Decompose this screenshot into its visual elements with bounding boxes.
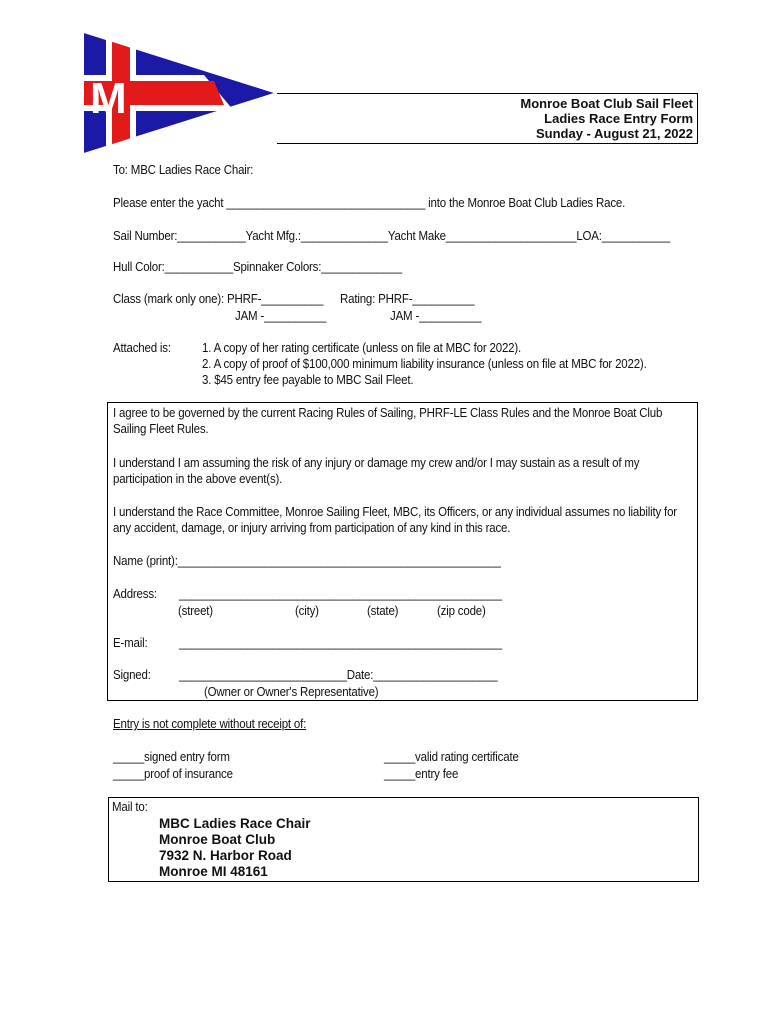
agreement-text: any accident, damage, or injury arriving from participation of any kind in this race. (113, 521, 511, 535)
mbc-burgee-logo (84, 33, 274, 153)
agreement-box (107, 402, 698, 701)
requirement-item[interactable]: _____valid rating certificate (384, 750, 519, 764)
mail-to-label: Mail to: (112, 800, 148, 814)
address-city-caption: (city) (295, 604, 319, 618)
attached-item: 3. $45 entry fee payable to MBC Sail Fleet. (202, 373, 414, 387)
mail-address-line: Monroe MI 48161 (159, 864, 268, 879)
signed-label: Signed: (113, 668, 151, 682)
hull-color-line[interactable]: Hull Color:___________Spinnaker Colors:_____________ (113, 260, 403, 274)
address-state-caption: (state) (367, 604, 399, 618)
address-field[interactable]: ____________________________________________________ (179, 587, 503, 601)
requirement-item[interactable]: _____entry fee (384, 767, 459, 781)
rating-phrf-line[interactable]: Rating: PHRF-__________ (340, 292, 475, 306)
attached-label: Attached is: (113, 341, 171, 355)
address-label: Address: (113, 587, 157, 601)
to-line: To: MBC Ladies Race Chair: (113, 163, 254, 177)
requirements-heading: Entry is not complete without receipt of: (113, 717, 307, 731)
rating-jam-line[interactable]: JAM -__________ (390, 309, 482, 323)
email-field[interactable]: ____________________________________________________ (179, 636, 503, 650)
form-header (277, 93, 698, 144)
signature-date-field[interactable]: ___________________________Date:____________________ (179, 668, 498, 682)
mail-to-box (108, 797, 699, 882)
header-form-title: Ladies Race Entry Form (544, 111, 693, 126)
yacht-entry-line[interactable]: Please enter the yacht ________________________________ into the Monroe Boat Club Ladies Race. (113, 196, 626, 210)
class-phrf-line[interactable]: Class (mark only one): PHRF-__________ (113, 292, 324, 306)
requirement-item[interactable]: _____signed entry form (113, 750, 230, 764)
mail-address-line: 7932 N. Harbor Road (159, 848, 292, 863)
header-date: Sunday - August 21, 2022 (535, 126, 693, 141)
header-club: Monroe Boat Club Sail Fleet (520, 96, 693, 111)
email-label: E-mail: (113, 636, 148, 650)
signature-caption: (Owner or Owner's Representative) (204, 685, 379, 699)
agreement-text: participation in the above event(s). (113, 472, 283, 486)
address-zip-caption: (zip code) (437, 604, 486, 618)
mail-address-line: Monroe Boat Club (159, 832, 276, 847)
agreement-text: I understand I am assuming the risk of any injury or damage my crew and/or I may sustain as a result of my (113, 456, 640, 470)
sail-number-line[interactable]: Sail Number:___________Yacht Mfg.:______________Yacht Make_____________________LOA:___________ (113, 229, 671, 243)
name-print-field[interactable]: Name (print):____________________________________________________ (113, 554, 501, 568)
class-jam-line[interactable]: JAM -__________ (235, 309, 327, 323)
burgee-letter: M (90, 74, 127, 123)
mail-address-line: MBC Ladies Race Chair (159, 816, 311, 831)
agreement-text: Sailing Fleet Rules. (113, 422, 209, 436)
attached-item: 2. A copy of proof of $100,000 minimum liability insurance (unless on file at MBC for 2022). (202, 357, 647, 371)
agreement-text: I agree to be governed by the current Racing Rules of Sailing, PHRF-LE Class Rules and the Monroe Boat Club (113, 406, 663, 420)
address-street-caption: (street) (178, 604, 213, 618)
agreement-text: I understand the Race Committee, Monroe Sailing Fleet, MBC, its Officers, or any individual assumes no liability for (113, 505, 677, 519)
attached-item: 1. A copy of her rating certificate (unless on file at MBC for 2022). (202, 341, 522, 355)
requirement-item[interactable]: _____proof of insurance (113, 767, 233, 781)
